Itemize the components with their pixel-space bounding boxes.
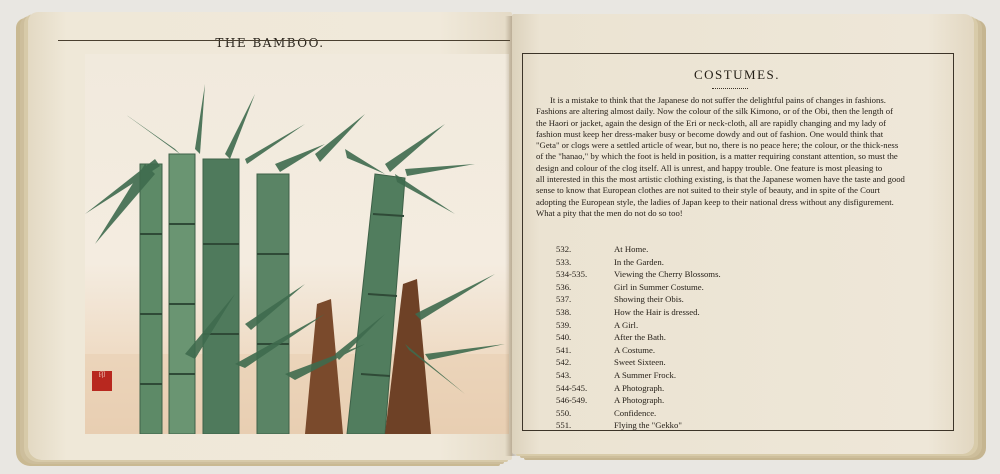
list-item — [556, 256, 756, 269]
list-item — [556, 356, 756, 369]
plate-caption: In the Garden. — [614, 256, 664, 267]
paragraph-line: What a pity that the men do not do so too! — [536, 207, 683, 218]
plate-caption: A Girl. — [614, 319, 639, 330]
plate-title: THE BAMBOO. — [215, 36, 325, 50]
list-item — [556, 268, 756, 281]
paragraph-line: It is a mistake to think that the Japanese do not suffer the delightful pains of changes in fashions. — [550, 95, 886, 105]
list-item — [556, 319, 756, 332]
plate-number: 551. — [556, 420, 572, 431]
plate-number: 539. — [556, 319, 572, 330]
plate-caption: A Photograph. — [614, 395, 665, 406]
list-item — [556, 344, 756, 357]
plate-caption: Girl in Summer Costume. — [614, 281, 704, 292]
plate-number: 544-545. — [556, 382, 588, 393]
plate-number: 534-535. — [556, 269, 588, 280]
list-item — [556, 382, 756, 395]
plate-number: 540. — [556, 332, 572, 343]
plate-caption: How the Hair is dressed. — [614, 306, 700, 317]
heading-rule — [712, 88, 748, 89]
paragraph-line: "Geta" or clogs were a settled article of wear, but no, there is no peace here; the colour, or the thick-ness — [536, 140, 899, 151]
red-seal-stamp: 印 — [92, 371, 112, 391]
plate-caption: Flying the "Gekko" — [614, 420, 682, 431]
paragraph-line: of the "hanao," by which the foot is held in position, is a matter requiring constant attention, so must the — [536, 151, 898, 162]
list-item — [556, 369, 756, 382]
plate-list — [556, 243, 756, 432]
plate-number: 537. — [556, 294, 572, 305]
page-heading: COSTUMES. — [693, 67, 781, 82]
paragraph-line: design and colour of the clog itself. All is unrest, and happy trouble. One feature is most pleasing to — [536, 162, 883, 173]
paragraph-line: the Haori or jacket, again the design of the Eri or neck-cloth, all are rapidly changing and my lady of — [536, 117, 887, 128]
plate-number: 546-549. — [556, 395, 588, 406]
plate-number: 542. — [556, 357, 572, 368]
plate-number: 533. — [556, 256, 572, 267]
bamboo-painting — [85, 54, 509, 434]
paragraph-line: sense to know that European clothes are not suited to their style of beauty, and in spite of the Court — [536, 185, 880, 196]
plate-number: 536. — [556, 281, 572, 292]
list-item — [556, 394, 756, 407]
costumes-paragraph — [536, 95, 950, 219]
list-item — [556, 331, 756, 344]
list-item — [556, 407, 756, 420]
plate-number: 541. — [556, 344, 572, 355]
bamboo-illustration — [85, 54, 509, 434]
paragraph-line: adopting the European style, the ladies of Japan keep to their national dress without any disfigurement. — [536, 196, 894, 207]
plate-number: 543. — [556, 369, 572, 380]
plate-caption: At Home. — [614, 244, 649, 254]
plate-number: 538. — [556, 306, 572, 317]
plate-caption: A Photograph. — [614, 382, 665, 393]
paragraph-line: fashion must keep her dress-maker busy or become dowdy and out of fashion. One would think that — [536, 128, 884, 139]
plate-caption: A Costume. — [614, 344, 656, 355]
list-item — [556, 281, 756, 294]
bamboo-stalks — [140, 154, 405, 434]
plate-caption: Sweet Sixteen. — [614, 357, 666, 368]
plate-number: 550. — [556, 407, 572, 418]
plate-caption: A Summer Frock. — [614, 369, 677, 380]
plate-caption: After the Bath. — [614, 332, 666, 343]
list-item — [556, 306, 756, 319]
plate-caption: Viewing the Cherry Blossoms. — [614, 269, 721, 280]
list-item — [556, 243, 756, 256]
paragraph-line: Fashions are altering almost daily. Now the colour of the silk Kimono, or of the Obi, then the length of — [536, 106, 894, 117]
list-item — [556, 293, 756, 306]
plate-number: 532. — [556, 244, 572, 254]
plate-caption: Confidence. — [614, 407, 657, 418]
paragraph-line: all interested in this the most artistic clothing existing, is that the Japanese women have the taste and good — [536, 174, 905, 185]
plate-caption: Showing their Obis. — [614, 294, 684, 305]
list-item — [556, 419, 756, 432]
